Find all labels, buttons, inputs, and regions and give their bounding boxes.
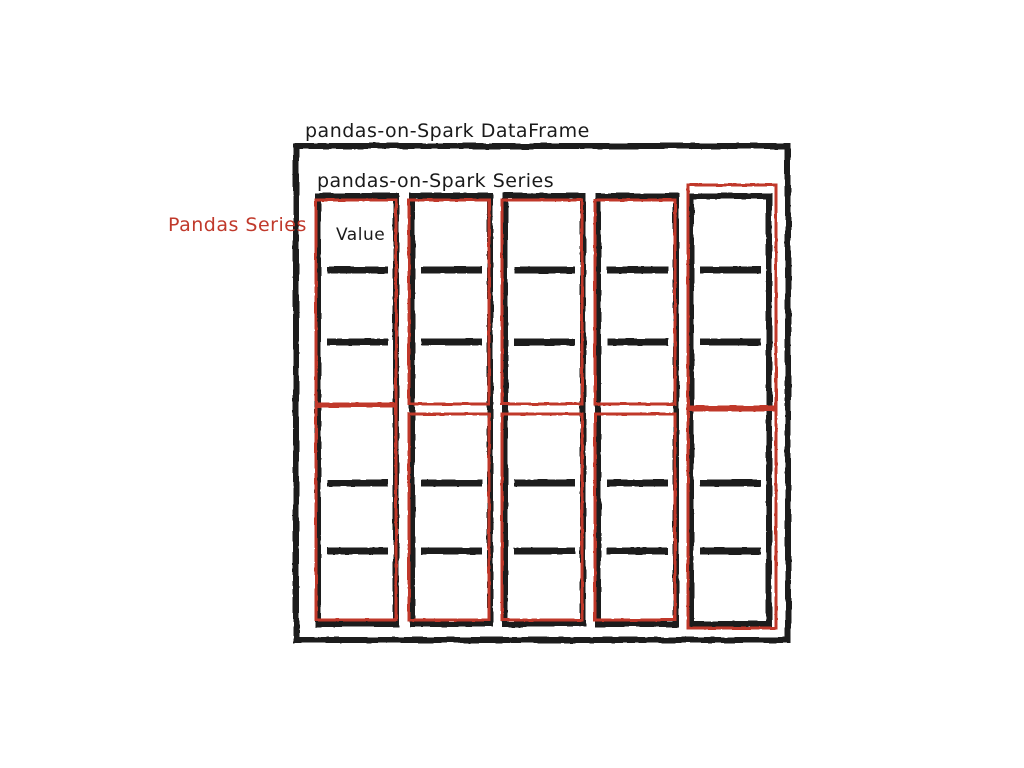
value-cell-label: Value [336, 225, 386, 245]
series-title-label: pandas-on-Spark Series [317, 170, 555, 192]
pandas-series-label: Pandas Series [168, 214, 307, 236]
dataframe-title-label: pandas-on-Spark DataFrame [305, 120, 590, 142]
row-dividers-lower [327, 483, 761, 551]
dataframe-outer-box [296, 146, 788, 640]
row-dividers-upper [327, 270, 761, 342]
